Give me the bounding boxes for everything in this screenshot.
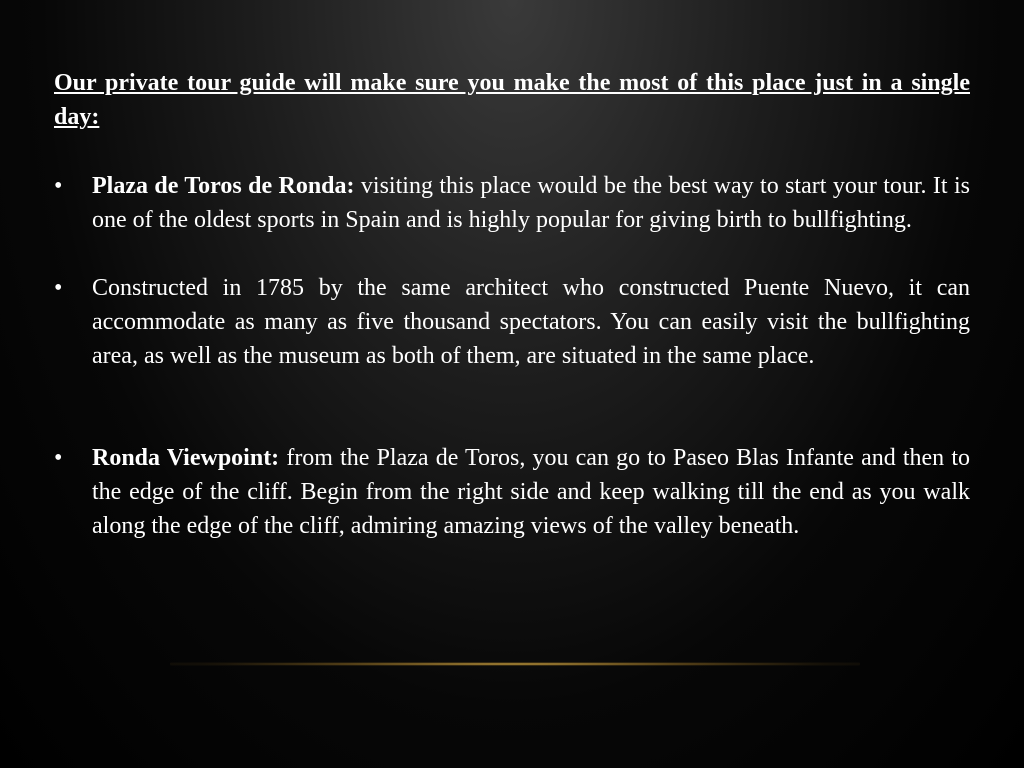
bullet-lead: Ronda Viewpoint:	[92, 445, 280, 471]
bullet-text: from the Plaza de Toros, you can go to Paseo Blas Infante and then to the edge of the cliff. Begin from the right side and keep walking till the end as you walk along the edge of the cliff, admiring amazing views of the valley beneath.	[92, 445, 970, 539]
slide-heading: Our private tour guide will make sure you make the most of this place just in a single day:	[54, 70, 970, 130]
bullet-icon: •	[54, 445, 63, 471]
slide-content	[54, 66, 970, 543]
bullet-item-ronda-viewpoint	[54, 441, 970, 543]
bullet-icon: •	[54, 275, 63, 301]
gold-divider-line	[170, 662, 860, 666]
bullet-item-plaza-de-toros	[54, 169, 970, 237]
bullet-list	[54, 169, 970, 543]
bullet-item-construction	[54, 271, 970, 373]
bullet-text: Constructed in 1785 by the same architect who constructed Puente Nuevo, it can accommodate as many as five thousand spectators. You can easily visit the bullfighting area, as well as the museum as both of them, are situated in the same place.	[92, 275, 970, 369]
bullet-lead: Plaza de Toros de Ronda:	[92, 173, 355, 199]
bullet-icon: •	[54, 173, 63, 199]
bullet-text: visiting this place would be the best way to start your tour. It is one of the oldest sports in Spain and is highly popular for giving birth to bullfighting.	[92, 173, 970, 233]
